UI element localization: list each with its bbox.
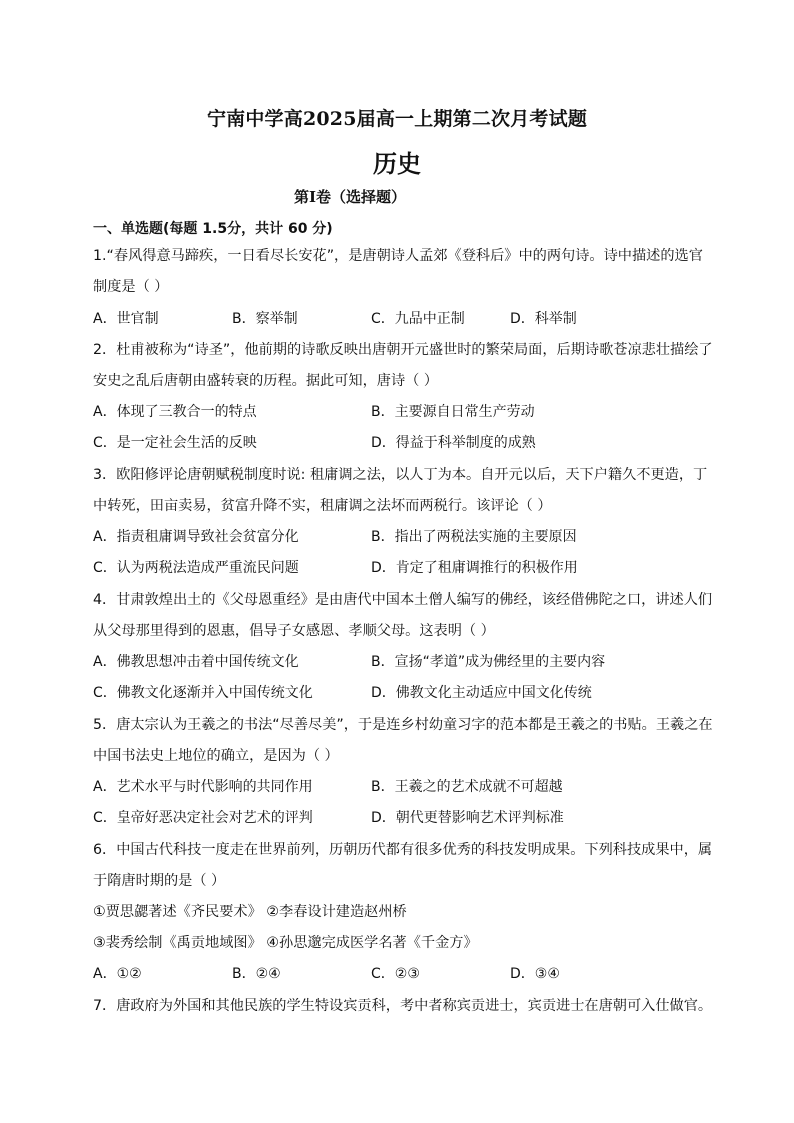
paper-section-title: 第Ⅰ卷（选择题） xyxy=(293,188,407,206)
question-5-option-b: B．王羲之的艺术成就不可超越 xyxy=(371,779,563,795)
question-1-option-a: A．世官制 xyxy=(93,311,159,327)
question-3-line-2: 中转死，田亩卖易，贫富升降不实，租庸调之法坏而两税行。该评论（ ） xyxy=(93,498,552,514)
question-3-line-1: 3．欧阳修评论唐朝赋税制度时说: 租庸调之法，以人丁为本。自开元以后，天下户籍久不更造，丁 xyxy=(93,467,708,483)
question-2-line-1: 2．杜甫被称为“诗圣”，他前期的诗歌反映出唐朝开元盛世时的繁荣局面，后期诗歌苍凉悲壮描绘了 xyxy=(93,342,713,358)
question-3-option-d: D．肯定了租庸调推行的积极作用 xyxy=(371,560,578,576)
question-4-option-b: B．宣扬“孝道”成为佛经里的主要内容 xyxy=(371,654,606,670)
question-1-option-b: B．察举制 xyxy=(232,311,298,327)
question-3-option-a: A．指责租庸调导致社会贫富分化 xyxy=(93,529,299,545)
question-2-option-a: A．体现了三教合一的特点 xyxy=(93,404,257,420)
question-6-line-1: 6．中国古代科技一度走在世界前列，历朝历代都有很多优秀的科技发明成果。下列科技成果中，属 xyxy=(93,842,713,858)
question-1-option-d: D．科举制 xyxy=(510,311,577,327)
question-1-option-c: C．九品中正制 xyxy=(371,311,465,327)
question-2-option-d: D．得益于科举制度的成熟 xyxy=(371,435,536,451)
question-6-line-3: ①贾思勰著述《齐民要术》 ②李春设计建造赵州桥 xyxy=(93,904,407,920)
question-5-option-a: A．艺术水平与时代影响的共同作用 xyxy=(93,779,313,795)
question-2-line-2: 安史之乱后唐朝由盛转衰的历程。据此可知，唐诗（ ） xyxy=(93,373,439,389)
question-4-option-a: A．佛教思想冲击着中国传统文化 xyxy=(93,654,299,670)
question-6-option-a: A．①② xyxy=(93,966,142,982)
question-6-option-b: B．②④ xyxy=(232,966,281,982)
question-4-option-d: D．佛教文化主动适应中国文化传统 xyxy=(371,685,592,701)
question-4-option-c: C．佛教文化逐渐并入中国传统文化 xyxy=(93,685,313,701)
question-1-line-2: 制度是（ ） xyxy=(93,279,169,295)
exam-title: 宁南中学高2025届高一上期第二次月考试题 xyxy=(206,108,588,130)
question-2-option-c: C．是一定社会生活的反映 xyxy=(93,435,257,451)
section-heading: 一、单选题(每题 1.5分，共计 60 分) xyxy=(93,221,333,237)
question-6-option-c: C．②③ xyxy=(371,966,420,982)
question-4-line-1: 4．甘肃敦煌出土的《父母恩重经》是由唐代中国本土僧人编写的佛经，该经借佛陀之口，讲述人们 xyxy=(93,592,713,608)
question-2-option-b: B．主要源自日常生产劳动 xyxy=(371,404,535,420)
question-3-option-b: B．指出了两税法实施的主要原因 xyxy=(371,529,577,545)
question-6-line-4: ③裴秀绘制《禹贡地域图》 ④孙思邈完成医学名著《千金方》 xyxy=(93,935,478,951)
question-5-option-c: C．皇帝好恶决定社会对艺术的评判 xyxy=(93,810,313,826)
question-1-line-1: 1.“春风得意马蹄疾，一日看尽长安花”，是唐朝诗人孟郊《登科后》中的两句诗。诗中描述的选官 xyxy=(93,248,703,264)
question-6-option-d: D．③④ xyxy=(510,966,560,982)
question-5-line-2: 中国书法史上地位的确立，是因为（ ） xyxy=(93,748,339,764)
question-5-line-1: 5．唐太宗认为王羲之的书法“尽善尽美”，于是连乡村幼童习字的范本都是王羲之的书贴。王羲之在 xyxy=(93,717,713,733)
question-4-line-2: 从父母那里得到的恩惠，倡导子女感恩、孝顺父母。这表明（ ） xyxy=(93,623,495,639)
question-6-line-2: 于隋唐时期的是（ ） xyxy=(93,873,226,889)
question-3-option-c: C．认为两税法造成严重流民问题 xyxy=(93,560,299,576)
subject-title: 历史 xyxy=(373,149,421,178)
question-7-line-1: 7．唐政府为外国和其他民族的学生特设宾贡科，考中者称宾贡进士，宾贡进士在唐朝可入仕做官。 xyxy=(93,998,713,1014)
question-5-option-d: D．朝代更替影响艺术评判标准 xyxy=(371,810,564,826)
